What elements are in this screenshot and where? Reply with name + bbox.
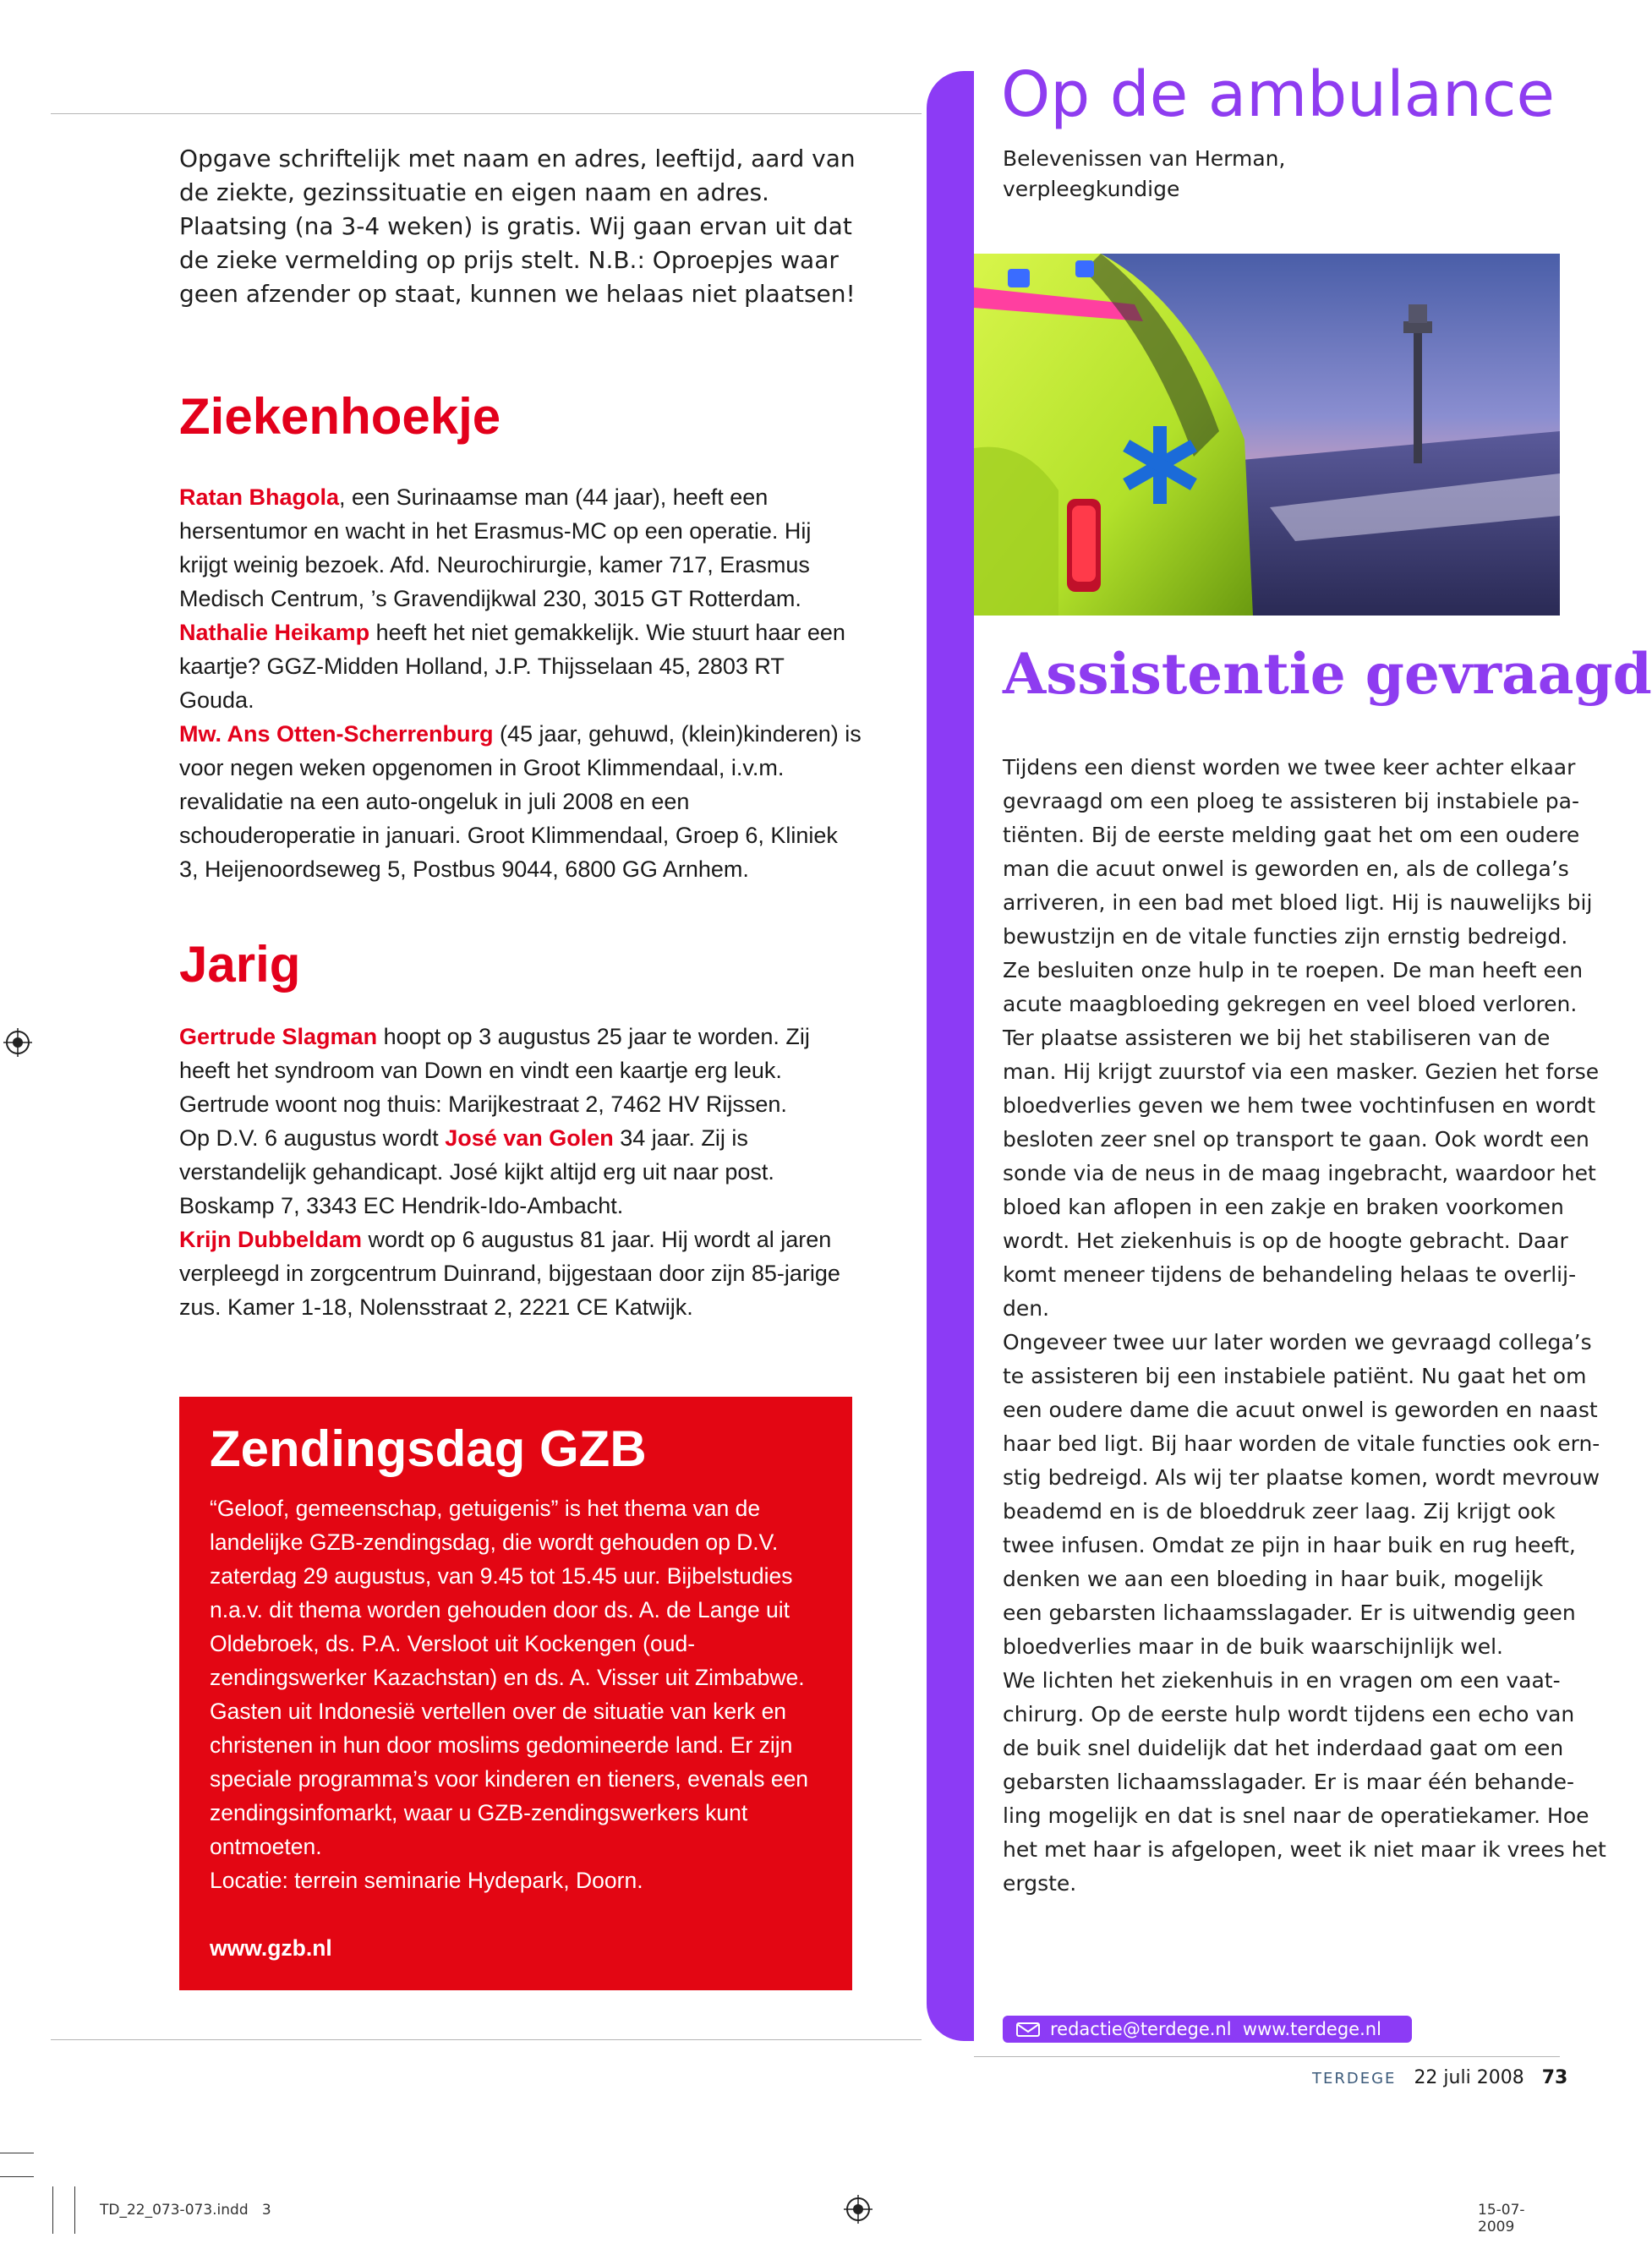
purple-side-bar xyxy=(927,71,974,2041)
jarig-heading: Jarig xyxy=(179,936,301,993)
article-line: arriveren, in een bad met bloed ligt. Hij is nauwelijks bij xyxy=(1003,890,1593,915)
zendingsdag-box xyxy=(179,1397,852,1990)
person-name: Nathalie Heikamp xyxy=(179,620,370,645)
ziekenhoekje-entry xyxy=(179,616,862,717)
article-line: den. xyxy=(1003,1296,1050,1321)
entry-text: wordt op 6 augustus 81 jaar. Hij wordt al jaren verpleegd in zorgcentrum Duinrand, bijgestaan door zijn 85-jarige zus. Kamer 1-18, Nolensstraat 2, 2221 CE Katwijk. xyxy=(179,1227,840,1320)
article-line: bloedverlies geven we hem twee vochtinfusen en wordt xyxy=(1003,1093,1596,1118)
column-subtitle: Belevenissen van Herman, verpleegkundige xyxy=(1003,146,1286,201)
entry-text: , een Surinaamse man (44 jaar), heeft een hersentumor en wacht in het Erasmus-MC op een operatie. Hij krijgt weinig bezoek. Afd. Neurochirurgie, kamer 717, Erasmus Medisch Centrum, ’s Gravendijkwal 230, 3015 GT Rotterdam. xyxy=(179,484,812,611)
zendingsdag-link[interactable]: www.gzb.nl xyxy=(210,1935,332,1961)
person-name: Krijn Dubbeldam xyxy=(179,1227,363,1252)
article-line: acute maagbloeding gekregen en veel bloed verloren. xyxy=(1003,992,1578,1016)
bottom-rule-right xyxy=(974,2056,1560,2057)
article-line: bloed kan aflopen in een zakje en braken voorkomen xyxy=(1003,1195,1564,1219)
article-line: besloten zeer snel op transport te gaan. Ook wordt een xyxy=(1003,1127,1589,1152)
person-name: Ratan Bhagola xyxy=(179,484,340,510)
slug-filename: TD_22_073-073.indd 3 xyxy=(100,2202,271,2219)
article-line: komt meneer tijdens de behandeling helaas te overlij- xyxy=(1003,1262,1577,1287)
article-line: sonde via de neus in de maag ingebracht, waardoor het xyxy=(1003,1161,1596,1185)
jarig-body xyxy=(179,1020,862,1324)
ziekenhoekje-body xyxy=(179,480,862,886)
article-line: man die acuut onwel is geworden en, als de collega’s xyxy=(1003,856,1569,881)
intro-text: Opgave schriftelijk met naam en adres, leeftijd, aard van de ziekte, gezinssituatie en eigen naam en adres. Plaatsing (na 3-4 weken) is gratis. Wij gaan ervan uit dat de zieke vermelding op prijs stelt. N.B.: Oproepjes waar geen afzender op staat, kunnen we helaas niet plaatsen! xyxy=(179,145,856,308)
article-line: wordt. Het ziekenhuis is op de hoogte gebracht. Daar xyxy=(1003,1228,1568,1253)
page-number: 73 xyxy=(1541,2067,1568,2088)
entry-prefix: Op D.V. 6 augustus wordt xyxy=(179,1125,446,1151)
jarig-entry xyxy=(179,1020,862,1121)
contact-text[interactable]: redactie@terdege.nl www.terdege.nl xyxy=(1050,2019,1381,2039)
entry-text: hoopt op 3 augustus 25 jaar te worden. Zij heeft het syndroom van Down en vindt een kaartje erg leuk. Gertrude woont nog thuis: Marijkestraat 2, 7462 HV Rijssen. xyxy=(179,1024,810,1117)
ziekenhoekje-heading: Ziekenhoekje xyxy=(179,388,501,445)
article-line: te assisteren bij een instabiele patiënt. Nu gaat het om xyxy=(1003,1364,1587,1388)
crop-mark xyxy=(0,2176,34,2177)
article-line: gevraagd om een ploeg te assisteren bij instabiele pa- xyxy=(1003,789,1579,813)
article-line: denken we aan een bloeding in haar buik, mogelijk xyxy=(1003,1567,1544,1591)
registration-mark-icon xyxy=(844,2195,872,2224)
contact-bar[interactable] xyxy=(1003,2016,1412,2043)
ambulance-illustration xyxy=(974,254,1560,616)
magazine-name: TERDEGE xyxy=(1312,2070,1397,2088)
ziekenhoekje-entry xyxy=(179,717,862,886)
article-line: man. Hij krijgt zuurstof via een masker. Gezien het forse xyxy=(1003,1059,1600,1084)
article-line: Ter plaatse assisteren we bij het stabiliseren van de xyxy=(1003,1026,1551,1050)
article-line: een gebarsten lichaamsslagader. Er is uitwendig geen xyxy=(1003,1601,1576,1625)
person-name: José van Golen xyxy=(445,1125,614,1151)
envelope-icon xyxy=(1015,2016,1043,2043)
article-line: de buik snel duidelijk dat het inderdaad gaat om een xyxy=(1003,1736,1564,1760)
article-line: Ze besluiten onze hulp in te roepen. De man heeft een xyxy=(1003,958,1584,982)
article-line: het met haar is afgelopen, weet ik niet maar ik vrees het xyxy=(1003,1837,1606,1862)
column-title: Op de ambulance xyxy=(1001,58,1556,131)
ziekenhoekje-entry xyxy=(179,480,862,616)
jarig-entry xyxy=(179,1121,862,1223)
entry-text: (45 jaar, gehuwd, (klein)kinderen) is voor negen weken opgenomen in Groot Klimmendaal, i.v.m. revalidatie na een auto-ongeluk in juli 2008 en een schouderoperatie in januari. Groot Klimmendaal, Groep 6, Kliniek 3, Heijenoordseweg 5, Postbus 9044, 6800 GG Arnhem. xyxy=(179,721,862,882)
zendingsdag-body: “Geloof, gemeenschap, getuigenis” is het thema van de landelijke GZB-zendingsdag, die wordt gehouden op D.V. zaterdag 29 augustus, van 9.45 tot 15.45 uur. Bijbelstudies n.a.v. dit thema worden gehouden door ds. A. de Lange uit Oldebroek, ds. P.A. Versloot uit Kockengen (oud-zendingswerker Kazachstan) en ds. A. Visser uit Zimbabwe. Gasten uit Indonesië vertellen over de situatie van kerk en christenen in hun door moslims gedomineerde land. Er zijn speciale programma’s voor kinderen en tieners, evenals een zendingsinfomarkt, waar u GZB-zendingswerkers kunt ontmoeten. xyxy=(210,1496,809,1859)
article-line: Ongeveer twee uur later worden we gevraagd collega’s xyxy=(1003,1330,1592,1354)
top-rule-left xyxy=(51,113,922,114)
article-line: beademd en is de bloeddruk zeer laag. Zij krijgt ook xyxy=(1003,1499,1556,1524)
crop-mark xyxy=(74,2186,75,2234)
ambulance-photo xyxy=(974,254,1560,616)
article-line: ergste. xyxy=(1003,1871,1077,1896)
registration-mark-icon xyxy=(3,1028,32,1057)
article-line: tiënten. Bij de eerste melding gaat het om een oudere xyxy=(1003,823,1580,847)
article-line: chirurg. Op de eerste hulp wordt tijdens een echo van xyxy=(1003,1702,1575,1726)
entry-text: heeft het niet gemakkelijk. Wie stuurt haar een kaartje? GGZ-Midden Holland, J.P. Thijsselaan 45, 2803 RT Gouda. xyxy=(179,620,845,713)
jarig-entry xyxy=(179,1223,862,1324)
article-line: bewustzijn en de vitale functies zijn ernstig bedreigd. xyxy=(1003,924,1568,949)
article-line: We lichten het ziekenhuis in en vragen om een vaat- xyxy=(1003,1668,1561,1693)
zendingsdag-heading: Zendingsdag GZB xyxy=(210,1420,647,1477)
spacer xyxy=(210,1897,825,1931)
bottom-rule-left xyxy=(51,2039,922,2040)
crop-mark xyxy=(52,2186,53,2234)
article-body xyxy=(1003,751,1606,1901)
article-title: Assistentie gevraagd xyxy=(1003,641,1652,707)
article-line: Tijdens een dienst worden we twee keer achter elkaar xyxy=(1003,755,1576,780)
person-name: Gertrude Slagman xyxy=(179,1024,378,1049)
person-name: Mw. Ans Otten-Scherrenburg xyxy=(179,721,494,747)
zendingsdag-location: Locatie: terrein seminarie Hydepark, Doorn. xyxy=(210,1868,643,1893)
article-line: een oudere dame die acuut onwel is geworden en naast xyxy=(1003,1398,1598,1422)
article-line: bloedverlies maar in de buik waarschijnlijk wel. xyxy=(1003,1634,1503,1659)
zendingsdag-text xyxy=(210,1491,825,1965)
issue-date: 22 juli 2008 xyxy=(1414,2067,1524,2088)
article-line: gebarsten lichaamsslagader. Er is maar één behande- xyxy=(1003,1770,1575,1794)
entry-text: 34 jaar. Zij is verstandelijk gehandicapt. José kijkt altijd erg uit naar post. Boskamp 7, 3343 EC Hendrik-Ido-Ambacht. xyxy=(179,1125,774,1218)
article-line: ling mogelijk en dat is snel naar de operatiekamer. Hoe xyxy=(1003,1803,1589,1828)
article-line: twee infusen. Omdat ze pijn in haar buik en rug heeft, xyxy=(1003,1533,1576,1557)
slug-date: 15-07-2009 xyxy=(1478,2202,1525,2235)
article-line: stig bedreigd. Als wij ter plaatse komen, wordt mevrouw xyxy=(1003,1465,1600,1490)
article-line: haar bed ligt. Bij haar worden de vitale functies ook ern- xyxy=(1003,1431,1600,1456)
page-footer xyxy=(1312,2063,1567,2094)
